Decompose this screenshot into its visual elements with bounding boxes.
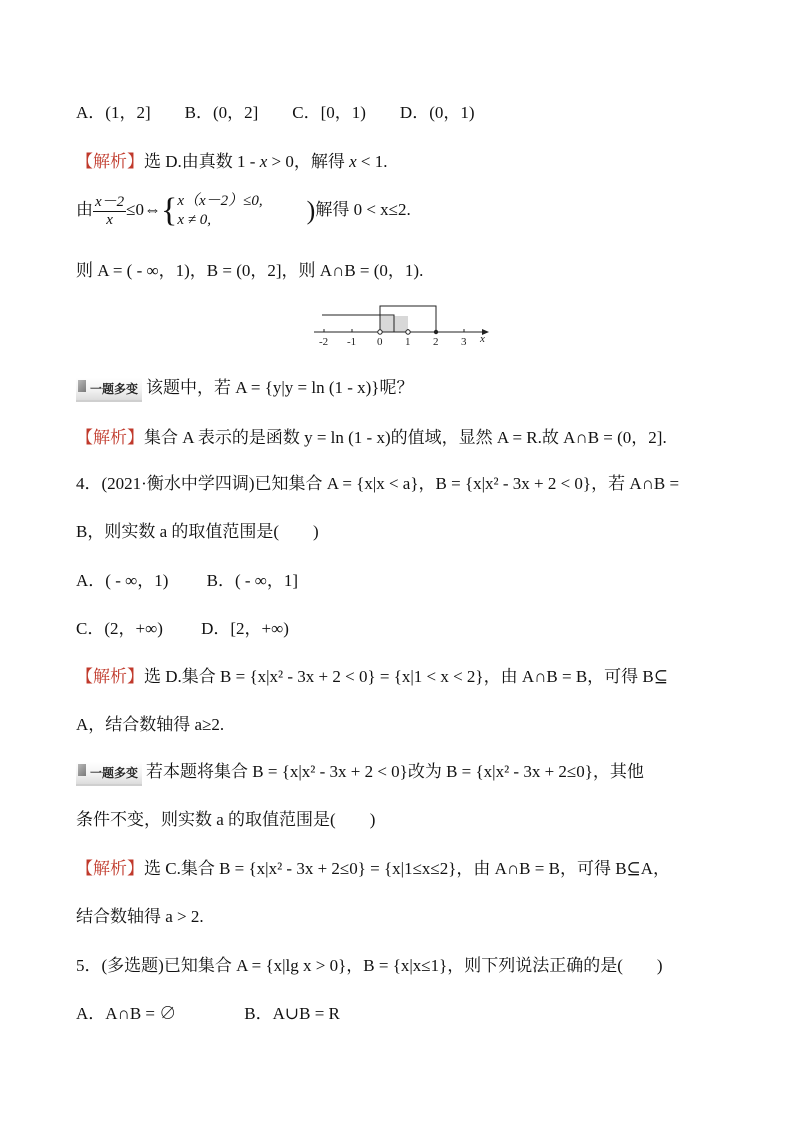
closed-point-2 bbox=[434, 330, 438, 334]
solution-tag: 【解析】 bbox=[76, 428, 144, 447]
variant-badge: 一题多变 bbox=[76, 762, 142, 786]
solution-step-3: 则 A = ( - ∞，1)，B = (0，2]，则 A∩B = (0，1). bbox=[76, 261, 424, 280]
question-5-options: A．A∩B = ∅ B．A∪B = R bbox=[76, 1004, 340, 1023]
question-5: 5．(多选题)已知集合 A = {x|lg x > 0}，B = {x|x≤1}，则下列说法正确的是( ) bbox=[76, 956, 663, 975]
tick-label: 3 bbox=[461, 336, 467, 348]
solution-step-2: 由 $\frac{x-2}{x}$ ≤0⇔{ x（x－2）≤0, x ≠ 0, )解得 0 < x≤2. bbox=[76, 192, 411, 230]
solution-tag: 【解析】 bbox=[76, 152, 144, 171]
brace-open: { bbox=[161, 192, 178, 230]
solution-4-line-2: 结合数轴得 a > 2. bbox=[76, 907, 204, 926]
solution-3-line-1: 【解析】选 D.集合 B = {x|x² - 3x + 2 < 0} = {x|1 < x < 2}，由 A∩B = B，可得 B⊆ bbox=[76, 667, 668, 686]
inequality-system: x（x－2）≤0, x ≠ 0, bbox=[177, 193, 263, 229]
tick-label: -1 bbox=[347, 336, 357, 348]
variant-1: 一题多变 该题中，若 A = {y|y = ln (1 - x)}呢？ bbox=[76, 377, 413, 402]
question-4-options-ab: A．( - ∞，1) B．( - ∞，1] bbox=[76, 571, 299, 590]
solution-3-line-2: A，结合数轴得 a≥2. bbox=[76, 715, 225, 734]
open-point-0 bbox=[378, 330, 382, 334]
axis-label: x bbox=[480, 333, 485, 345]
tick-label: 0 bbox=[377, 336, 383, 348]
question-4-line-2: B，则实数 a 的取值范围是( ) bbox=[76, 522, 319, 541]
variant-2-line-1: 一题多变 若本题将集合 B = {x|x² - 3x + 2 < 0}改为 B = {x|x² - 3x + 2≤0}，其他 bbox=[76, 761, 644, 786]
tick-label: 2 bbox=[433, 336, 439, 348]
solution-tag: 【解析】 bbox=[76, 667, 144, 686]
solution-1: 【解析】选 D.由真数 1 - x > 0，解得 x < 1. bbox=[76, 152, 388, 171]
fraction: $\frac{x-2}{x}$ bbox=[95, 193, 125, 228]
brace-close: ) bbox=[306, 196, 316, 226]
solution-2: 【解析】集合 A 表示的是函数 y = ln (1 - x)的值域，显然 A = R.故 A∩B = (0，2]. bbox=[76, 428, 667, 447]
number-line-figure bbox=[310, 300, 510, 350]
solution-4-line-1: 【解析】选 C.集合 B = {x|x² - 3x + 2≤0} = {x|1≤x≤2}，由 A∩B = B，可得 B⊆A， bbox=[76, 859, 671, 878]
question-4-options-cd: C．(2，+∞) D．[2，+∞) bbox=[76, 619, 289, 638]
q3-options: A．(1，2] B．(0，2] C．[0，1) D．(0，1) bbox=[76, 103, 475, 122]
tick-label: 1 bbox=[405, 336, 411, 348]
question-4-line-1: 4．(2021·衡水中学四调)已知集合 A = {x|x < a}，B = {x|x² - 3x + 2 < 0}，若 A∩B = bbox=[76, 474, 680, 493]
variant-2-line-2: 条件不变，则实数 a 的取值范围是( ) bbox=[76, 810, 376, 829]
solution-tag: 【解析】 bbox=[76, 859, 144, 878]
open-point-1 bbox=[406, 330, 410, 334]
tick-label: -2 bbox=[319, 336, 329, 348]
variant-badge: 一题多变 bbox=[76, 378, 142, 402]
